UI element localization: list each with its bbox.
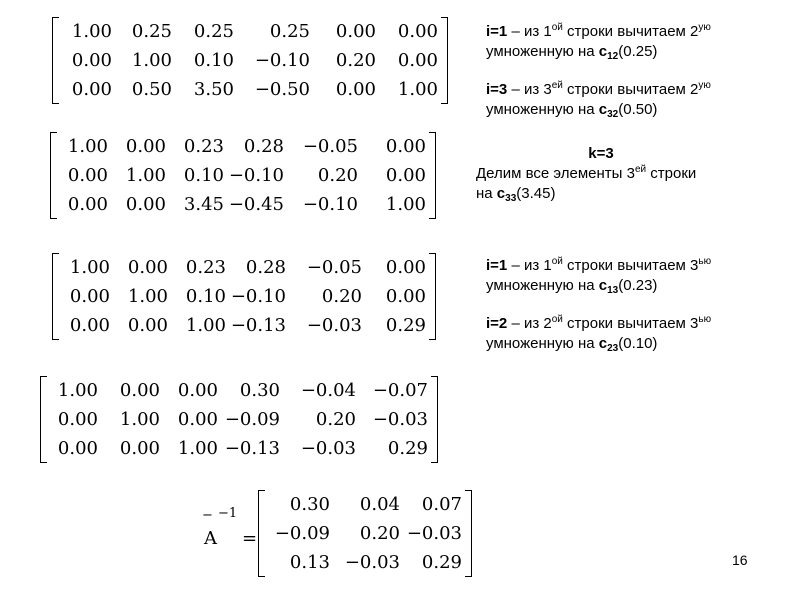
note-text: умноженную на: [486, 335, 599, 352]
cell: 0.00: [385, 165, 426, 186]
note-text: на: [476, 185, 497, 202]
cell: 0.00: [71, 50, 112, 71]
cell: −0.03: [372, 409, 428, 430]
note-step-2: [486, 80, 711, 120]
inverse-matrix: [268, 490, 462, 577]
cell: 0.00: [397, 21, 438, 42]
cell: 0.23: [185, 257, 226, 278]
note-line: [476, 164, 756, 184]
note-sup: ей: [634, 164, 647, 175]
note-line: [486, 80, 711, 100]
note-text: строки вычитаем 2: [562, 23, 699, 40]
cell: 0.04: [359, 494, 400, 515]
matrix-row: [62, 75, 438, 104]
cell: 0.00: [125, 194, 166, 215]
cell: 0.00: [397, 50, 438, 71]
matrix-row: [268, 548, 462, 577]
cell: 1.00: [177, 438, 218, 459]
bracket-right: [441, 17, 448, 104]
cell: 0.20: [317, 165, 358, 186]
note-index: i=1: [486, 23, 508, 40]
note-text: умноженную на: [486, 43, 599, 60]
cell: 0.00: [335, 21, 376, 42]
cell: 1.00: [127, 286, 168, 307]
coef-symbol: c: [598, 43, 608, 60]
coef-value: (0.50): [618, 101, 658, 118]
cell: −0.07: [372, 380, 428, 401]
cell: 0.00: [385, 257, 426, 278]
cell: 0.30: [239, 380, 280, 401]
note-sup: ой: [551, 314, 563, 325]
matrix-table: [60, 132, 426, 219]
note-text: – из 3: [507, 81, 552, 98]
bracket-left: [50, 132, 57, 219]
matrix-row: [50, 405, 428, 434]
bracket-left: [258, 490, 265, 577]
cell: 0.30: [289, 494, 330, 515]
matrix-row: [268, 490, 462, 519]
note-text: строки вычитаем 2: [562, 81, 699, 98]
matrix-row: [268, 519, 462, 548]
cell: 0.50: [131, 79, 172, 100]
matrix-table: [62, 17, 438, 104]
cell: 0.20: [335, 50, 376, 71]
note-text: умноженную на: [486, 277, 599, 294]
coef-symbol: c: [598, 335, 608, 352]
note-index: i=2: [486, 315, 508, 332]
coef-index: 13: [607, 285, 619, 296]
note-text: строки: [646, 165, 697, 182]
matrix-table: [268, 490, 462, 577]
cell: 0.25: [193, 21, 234, 42]
coef-index: 33: [505, 193, 517, 204]
cell: 3.50: [193, 79, 234, 100]
note-text: строки вычитаем 3: [562, 257, 699, 274]
cell: 0.00: [57, 409, 98, 430]
note-step-4: [486, 256, 711, 296]
note-line: [486, 334, 711, 354]
note-sup: ью: [698, 314, 712, 325]
cell: −0.10: [302, 194, 358, 215]
coef-symbol: c: [598, 277, 608, 294]
coef-symbol: c: [598, 101, 608, 118]
note-step-5: [486, 314, 711, 354]
cell: 0.00: [67, 165, 108, 186]
note-line: [486, 100, 711, 120]
note-sup: ой: [551, 22, 563, 33]
coef-index: 23: [607, 343, 619, 354]
cell: 0.29: [387, 438, 428, 459]
bracket-left: [52, 17, 59, 104]
cell: −0.50: [254, 79, 310, 100]
matrix-row: [62, 253, 426, 282]
note-sup: ью: [698, 256, 712, 267]
cell: 0.25: [269, 21, 310, 42]
cell: 1.00: [71, 21, 112, 42]
cell: −0.45: [228, 194, 284, 215]
cell: 0.10: [183, 165, 224, 186]
coef-value: (0.25): [618, 43, 658, 60]
matrix-row: [62, 282, 426, 311]
inverse-exponent: −1: [218, 506, 238, 521]
cell: −0.03: [344, 552, 400, 573]
matrix-row: [50, 376, 428, 405]
inverse-bar: −: [202, 508, 213, 523]
cell: 0.07: [421, 494, 462, 515]
matrix-table: [50, 376, 428, 463]
note-sup: ей: [551, 80, 563, 91]
cell: −0.10: [254, 50, 310, 71]
inverse-symbol: A: [204, 528, 217, 549]
cell: 0.10: [185, 286, 226, 307]
cell: 0.00: [69, 315, 110, 336]
cell: 0.00: [67, 194, 108, 215]
cell: −0.13: [224, 438, 280, 459]
note-line: [486, 256, 711, 276]
bracket-right: [431, 376, 438, 463]
note-text: – из 2: [507, 315, 552, 332]
cell: 1.00: [119, 409, 160, 430]
cell: 0.00: [177, 380, 218, 401]
coef-index: 12: [607, 51, 619, 62]
cell: 0.00: [119, 380, 160, 401]
page-number: 16: [732, 552, 748, 568]
inverse-label: [200, 508, 260, 568]
cell: −0.03: [406, 523, 462, 544]
note-sup: ую: [698, 22, 711, 33]
coef-value: (0.10): [618, 335, 658, 352]
cell: 0.23: [183, 136, 224, 157]
coef-value: (0.23): [618, 277, 658, 294]
cell: 0.28: [245, 257, 286, 278]
matrix-row: [62, 46, 438, 75]
cell: 0.00: [57, 438, 98, 459]
cell: 0.00: [69, 286, 110, 307]
k-index: k=3: [588, 145, 614, 162]
note-line: [486, 276, 711, 296]
cell: 3.45: [183, 194, 224, 215]
note-step-3: [476, 144, 756, 204]
matrix-row: [60, 190, 426, 219]
cell: −0.10: [228, 165, 284, 186]
cell: −0.13: [230, 315, 286, 336]
cell: 1.00: [69, 257, 110, 278]
note-line: [486, 314, 711, 334]
cell: 0.00: [71, 79, 112, 100]
matrix-table: [62, 253, 426, 340]
cell: 0.00: [335, 79, 376, 100]
cell: 0.00: [177, 409, 218, 430]
cell: −0.04: [300, 380, 356, 401]
bracket-right: [429, 132, 436, 219]
cell: −0.05: [302, 136, 358, 157]
matrix-row: [62, 17, 438, 46]
note-text: – из 1: [507, 23, 552, 40]
matrix-row: [60, 132, 426, 161]
cell: 0.20: [315, 409, 356, 430]
cell: 0.00: [385, 286, 426, 307]
cell: 0.00: [385, 136, 426, 157]
bracket-right: [429, 253, 436, 340]
cell: 1.00: [385, 194, 426, 215]
matrix-step-4: [50, 376, 428, 463]
cell: −0.03: [300, 438, 356, 459]
matrix-step-3: [62, 253, 426, 340]
cell: −0.03: [306, 315, 362, 336]
cell: 0.28: [243, 136, 284, 157]
note-sup: ую: [698, 80, 711, 91]
note-line: [476, 184, 756, 204]
cell: −0.05: [306, 257, 362, 278]
note-text: строки вычитаем 3: [562, 315, 699, 332]
equals-sign: =: [242, 528, 258, 549]
cell: 0.00: [125, 136, 166, 157]
cell: 0.29: [421, 552, 462, 573]
cell: 0.10: [193, 50, 234, 71]
matrix-row: [50, 434, 428, 463]
cell: −0.09: [274, 523, 330, 544]
cell: 0.25: [131, 21, 172, 42]
cell: −0.09: [224, 409, 280, 430]
bracket-left: [40, 376, 47, 463]
cell: −0.10: [230, 286, 286, 307]
cell: 1.00: [397, 79, 438, 100]
coef-symbol: c: [496, 185, 506, 202]
matrix-row: [62, 311, 426, 340]
note-line: [486, 22, 711, 42]
note-text: умноженную на: [486, 101, 599, 118]
note-text: – из 1: [507, 257, 552, 274]
matrix-step-1: [62, 17, 438, 104]
cell: 0.13: [289, 552, 330, 573]
cell: 0.00: [127, 257, 168, 278]
matrix-step-2: [60, 132, 426, 219]
cell: 1.00: [185, 315, 226, 336]
bracket-right: [465, 490, 472, 577]
bracket-left: [52, 253, 59, 340]
cell: 1.00: [57, 380, 98, 401]
coef-value: (3.45): [516, 185, 556, 202]
note-index: i=3: [486, 81, 508, 98]
matrix-row: [60, 161, 426, 190]
note-step-1: [486, 22, 711, 62]
cell: 1.00: [125, 165, 166, 186]
cell: 0.20: [321, 286, 362, 307]
cell: 1.00: [131, 50, 172, 71]
cell: 0.00: [127, 315, 168, 336]
note-sup: ой: [551, 256, 563, 267]
note-line: [486, 42, 711, 62]
coef-index: 32: [607, 109, 619, 120]
cell: 1.00: [67, 136, 108, 157]
cell: 0.29: [385, 315, 426, 336]
note-text: Делим все элементы 3: [476, 165, 635, 182]
note-title: [476, 144, 726, 164]
note-index: i=1: [486, 257, 508, 274]
cell: 0.00: [119, 438, 160, 459]
cell: 0.20: [359, 523, 400, 544]
